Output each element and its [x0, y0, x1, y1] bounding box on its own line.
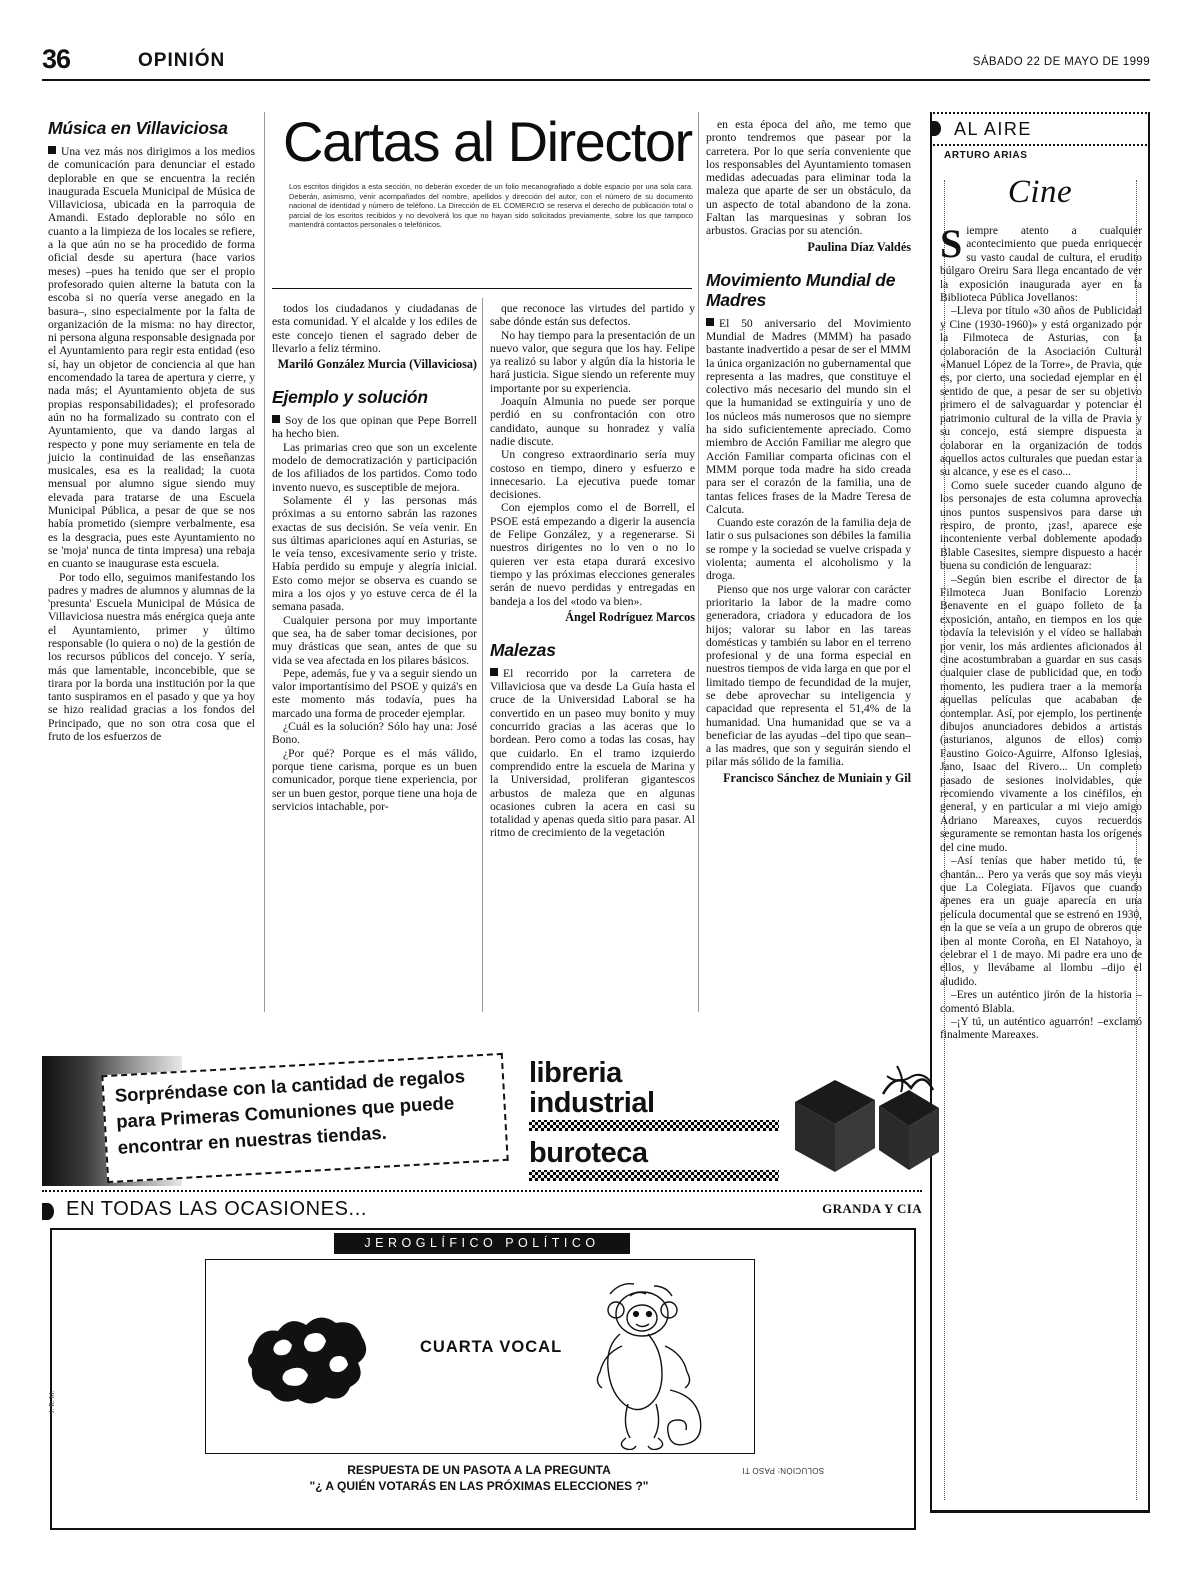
tagline-dots — [42, 1190, 922, 1192]
column-rule-2 — [482, 298, 483, 1012]
masthead — [42, 44, 1150, 78]
jeroglifico-caption — [205, 1462, 753, 1494]
letter-title-ejemplo: Ejemplo y solución — [272, 387, 428, 408]
letter-para: Con ejemplos como el de Borrell, el PSOE está empezando a digerir la ausencia de Felipe González, y a regenerarse. Si nuestros dirigentes no lo ven o no lo quieren ver esta etapa durará excesivo tiempo y las próximas elecciones generales serán de nuevo perdidas y entregadas en bandeja a los del «todo va bien». — [490, 501, 695, 608]
author-byline: ARTURO ARIAS — [944, 150, 1028, 161]
rail-section-label: AL AIRE — [954, 119, 1032, 139]
advertisement-banner — [42, 1048, 922, 1193]
column-4 — [706, 118, 911, 785]
column-rule-1 — [264, 112, 265, 1012]
rail-para: –Eres un auténtico jirón de la historia –comentó Blabla. — [940, 989, 1142, 1015]
rail-bottom-border — [930, 1510, 1150, 1513]
jeroglifico-label: JEROGLÍFICO POLÍTICO — [334, 1233, 630, 1254]
flag-marker-icon — [930, 121, 941, 136]
al-aire-column — [930, 112, 1150, 1043]
letter-para: Soy de los que opinan que Pepe Borrell ha hecho bien. — [272, 414, 477, 441]
logo-line-2: industrial — [529, 1087, 655, 1119]
letter-title-musica: Música en Villaviciosa — [48, 118, 228, 138]
title-rule — [272, 288, 692, 289]
letter-para: No hay tiempo para la presentación de un nuevo valor, que segura que los hay. Felipe ya realizó su labor y algún día la historia le hará justicia. Sigue siendo un referente muy importante por su experiencia. — [490, 328, 695, 395]
letter-para: Cuando este corazón de la familia deja de latir o sus pulsaciones son débiles la familia se rompe y la sociedad se vuelve crispada y violenta; aumenta el alcoholismo y la droga. — [706, 516, 911, 583]
letter-para: Pienso que nos urge valorar con carácter prioritario la labor de la madre como generadora, criadora y educadora de los hijos; valorar su labor en las tareas domésticas y también su labor en el terreno profesional y de una forma especial en nuestros tiempos de vida larga en que por el limitado tiempo de fecundidad de la mujer, se debe aprovechar su inteligencia y capacidad que representa el 51,4% de la humanidad. Una humanidad que se va a beneficiar de las ayudas –del tipo que sean– a las madres, que son y seguirán siendo el pilar más sólido de la familia. — [706, 582, 911, 769]
monkey-illustration — [570, 1280, 720, 1450]
rail-para: –Lleva por título «30 años de Publicidad y Cine (1930-1960)» y está organizado por la Filmoteca de Asturias, con la colaboración de la Asociación Cultural «Manuel López de la Torre», de Pravia, que es, por cierto, una sociedad ejemplar en el sentido de que, a pesar de ser su objetivo primero el de salvaguardar y potenciar el patrimonio cultural de la villa de Pravia y su concejo, está siempre dispuesta a colaborar en la organización de todos aquellos actos culturales que puedan estar a su alcance, y ese es el caso... — [940, 305, 1142, 479]
gift-box-icon — [787, 1060, 947, 1180]
letter-para: Joaquín Almunia no puede ser porque perdió en su confrontación con otro candidato, aunque su honradez y valía nadie discute. — [490, 395, 695, 448]
caption-line-1: RESPUESTA DE UN PASOTA A LA PREGUNTA — [347, 1463, 611, 1477]
logo-hatch-bar-2 — [529, 1170, 779, 1181]
logo-line-3: buroteca — [529, 1137, 648, 1169]
ink-blot-illustration — [246, 1313, 374, 1405]
rail-body — [930, 221, 1150, 1043]
rail-headline: Cine — [1007, 174, 1073, 210]
rail-section-title — [930, 114, 1150, 144]
caption-line-2: "¿ A QUIÉN VOTARÁS EN LAS PRÓXIMAS ELECCIONES ?" — [309, 1479, 649, 1493]
letter-para: ¿Por qué? Porque es el más válido, porque tiene carisma, porque es un buen comunicador, porque tiene experiencia, por ser un buen gestor, porque tiene una hoja de servicios intachable, por- — [272, 746, 477, 813]
rail-para: –Según bien escribe el director de la Filmoteca Juan Bonifacio Lorenzo Benavente en el guapo folleto de la exposición, antaño, en tiempos en los que todavía la televisión y el vídeo se hallaban por venir, los más ardientes aficionados al cine acostumbraban a guardar en sus casas cualquier clase de publicidad que, en todo momento, les pudiera traer a la memoria aquellas películas que acababan de contemplar. Así, por ejemplo, los pertinente dibujos anunciadores debidos a artistas (asturianos, algunos de ellos) como Faustino Goico-Aguirre, Alfonso Iglesias, Jano, Isaac del Rivero... Un completo pasado de sesiones inolvidables, que recomiendo vivamente a los cinéfilos, en general, y en particular a mi viejo amigo Adriano Mareaxes, cuyos recuerdos seguramente se remontan hasta los orígenes del cine mudo. — [940, 573, 1142, 854]
column-1 — [48, 118, 255, 743]
logo-hatch-bar-1 — [529, 1120, 779, 1131]
page-folio: 36 — [42, 44, 71, 74]
masthead-rule — [42, 79, 1150, 81]
rail-para: Siempre atento a cualquier acontecimiento que pueda enriquecer su vasto caudal de cultura, el erudito búlgaro Oreiru Sara llega encantado de ver la exposición inaugurada ayer en la Biblioteca Pública Jovellanos: — [940, 221, 1142, 305]
artist-signature: J. R. M. — [48, 1390, 56, 1413]
jeroglifico-clue: CUARTA VOCAL — [420, 1338, 563, 1356]
column-rule-3 — [698, 112, 699, 1012]
column-2 — [272, 302, 477, 813]
advertiser-logo — [529, 1058, 779, 1188]
letter-para: El recorrido por la carretera de Villaviciosa que va desde La Guía hasta el cruce de la Universidad Laboral se ha convertido en un paseo muy bonito y muy concurrido gracias a las aceras que lo bordean. Pero como a todas las cosas, hay que cuidarlo. En el tramo izquierdo comprendido entre la escuela de Marina y la Universidad, proliferan gigantescos arbustos de maleza que en algunas ocasiones cubren la acera en casi su totalidad y apenas queda sitio para pasar. Al ritmo de crecimiento de la vegetación — [490, 666, 695, 840]
advertiser-name: GRANDA Y CIA — [822, 1201, 922, 1216]
letter-title-movimiento: Movimiento Mundial de Madres — [706, 269, 896, 310]
section-title: OPINIÓN — [138, 50, 226, 71]
page-title: Cartas al Director — [283, 110, 692, 173]
logo-line-1: libreria — [529, 1057, 622, 1089]
letter-para: El 50 aniversario del Movimiento Mundial de Madres (MMM) ha pasado bastante inadvertido a pesar de ser el MMM la única organización no gubernamental que representa a las madres, que constituye el colectivo más necesario del mundo sin el que la humanidad se extinguiría y uno de los núcleos más numerosos que no siempre ha sido suficientemente apreciado. Como miembro de Acción Familiar me alegro que Acción Familiar comparta oficinas con el MMM porque toda madre ha sido creada para ser el corazón de la familia, una de tantas felices frases de la Madre Teresa de Calcuta. — [706, 316, 911, 516]
letter-para: Cualquier persona por muy importante que sea, ha de saber tomar decisiones, por muy drásticas que sean, antes de que su vida se vea afectada en los pilares básicos. — [272, 613, 477, 667]
column-3 — [490, 302, 695, 840]
letter-para: en esta época del año, me temo que pronto tendremos que pasear por la carretera. Por lo que sería conveniente que los responsables del Ayuntamiento tomasen medidas adecuadas para eliminar toda la maleza que aparte de ser un obstáculo, da un aspecto de total abandono de la zona. Faltan las marquesinas y sobran los arbustos. Gracias por su atención. — [706, 118, 911, 238]
letter-para: todos los ciudadanos y ciudadanas de esta comunidad. Y el alcalde y los ediles de este concejo tienen el sagrado deber de llevarlo a feliz término. — [272, 302, 477, 355]
letter-para: ¿Cuál es la solución? Sólo hay una: José Bono. — [272, 720, 477, 747]
letter-signature: Mariló González Murcia (Villaviciosa) — [277, 357, 477, 372]
ad-note-text: Sorpréndase con la cantidad de regalos para Primeras Comuniones que puede encontrar en nuestras tiendas. — [114, 1065, 466, 1158]
issue-date: SÁBADO 22 DE MAYO DE 1999 — [972, 56, 1150, 68]
jeroglifico-solution: SOLUCIÓN: PASO TI — [742, 1466, 825, 1475]
rail-para: –¡Y tú, un auténtico aguarrón! –exclamó finalmente Mareaxes. — [940, 1015, 1142, 1042]
letter-signature: Ángel Rodríguez Marcos — [565, 609, 695, 624]
ad-tagline: EN TODAS LAS OCASIONES... — [66, 1198, 368, 1220]
letter-title-malezas: Malezas — [490, 639, 556, 660]
letter-para: Las primarias creo que son un excelente modelo de democratización y participación de los afiliados de los partidos. Como todo invento nuevo, es susceptible de mejora. — [272, 440, 477, 494]
letter-signature: Francisco Sánchez de Muniain y Gil — [723, 770, 911, 785]
letter-para: Por todo ello, seguimos manifestando los padres y madres de alumnos y alumnas de la 'presunta' Escuela Municipal de Música de Villaviciosa nuestra más enérgica queja ante el Ayuntamiento, primer y último responsable (lo quiera o no) de la gestión de los recursos públicos del concejo. Y sería, más que lamentable, inconcebible, que se tirara por la borda una institución por la que tanto suspiramos en el pasado y que ya hoy se hizo realidad gracias a los fondos del Principado, que no son otra cosa que el fruto de los esfuerzos de — [48, 570, 255, 744]
letter-para: que reconoce las virtudes del partido y sabe dónde están sus defectos. — [490, 302, 695, 329]
letter-para: Pepe, además, fue y va a seguir siendo un valor importantísimo del PSOE y quizá's en este momento más todavía, pues ha marcado una forma de proceder ejemplar. — [272, 666, 477, 720]
submission-disclaimer: Los escritos dirigidos a esta sección, no deberán exceder de un folio mecanografiado a doble espacio por una sola cara. Deberán, asimismo, venir acompañados del nombre, apellidos y dirección del autor, con el número de su documento nacional de identidad y número de teléfono. La Dirección de EL COMERCIO se reserva el derecho de publicación total o parcial de los escritos recibidos y no devolverá los que no hayan sido solicitados previamente, sobre los que tampoco mantendrá contactos personales o telefónicos. — [289, 182, 693, 230]
letter-para: Una vez más nos dirigimos a los medios de comunicación para denunciar el estado deplorable en que se encuentra la recién inaugurada Escuela Municipal de Música de Villaviciosa, ubicada en la parroquia de Amandi. Estado deplorable no sólo en cuanto a la limpieza de los locales se refiere, a la que aún no se ha procedido de forma oficial desde su apertura (hace varios meses) –pues ha tenido que ser el propio profesorado quien alterne la batuta con la escoba si no quería verse anegado en la basura–, sino especialmente por la falta de organización de la misma: no hay director, ni persona alguna responsable designada por el Ayuntamiento para regir esta entidad (eso sí, hay un objetor de conciencia al que han encomendado la tarea de apertura y cierre, y nada más; el Ayuntamiento objeta de sus propias responsabilidades); el profesorado aún no ha formalizado su contrato con el Ayuntamiento, que va dando largas al respecto y pone muy seriamente en tela de juicio la continuidad de las enseñanzas musicales, esa es la realidad; la cuota mensual por alumno sigue siendo muy elevada para tratarse de una Escuela Municipal Pública, a pesar de que se nos había prometido (siempre verbalmente, esa es la desgracia, pues este Ayuntamiento no se 'moja' nunca de tinta impresa) una rebaja en cuanto se inaugurase esta escuela. — [48, 145, 256, 571]
rail-para: Como suele suceder cuando alguno de los personajes de esta columna aprovecha unos puntos suspensivos para darse un respiro, de pronto, ¡zas!, aparece ese inconteniente verbal doblemente apodado Blable Casesites, siempre dispuesto a hacer buena su condición de lenguaraz: — [940, 479, 1142, 573]
rail-para: –Así tenías que haber metido tú, te chantán... Pero ya verás que soy más vieyu que La Colegiata. Fíjavos que cuando apenes era un guaje aparecía en una película documental que se estrenó en 1930, en la que se veía a un grupo de obreros que iben al monte Coroña, en El Natahoyo, a celebrar el 1 de mayo. Mi padre era uno de ellos, y llevábame al llombu –dijo el aludido. — [940, 855, 1142, 988]
letter-para: Un congreso extraordinario sería muy costoso en tiempo, dinero y esfuerzo e innecesario. La ejecutiva puede tomar decisiones. — [490, 448, 695, 502]
letter-para: Solamente él y las personas más próximas a su entorno sabrán las razones exactas de sus decisión. Se veía venir. En sus últimas apariciones aquí en Asturias, se le veía tenso, excesivamente serio y triste. Había perdido su empuje y alegría inicial. Esto como mejor se observa es cuando se mira a los ojos y yo estuve cerca de él la semana pasada. — [272, 493, 477, 614]
letter-signature: Paulina Díaz Valdés — [807, 239, 911, 254]
